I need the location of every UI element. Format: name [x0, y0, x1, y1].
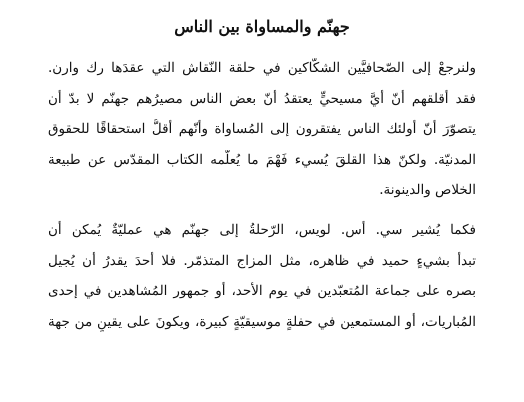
paragraph-1-line-3: يتصوّرَ أنّ أولئك الناس يفتقرون إلى المُساواة وأنّهم أقلُّ استحقاقًا للحقوق [48, 121, 476, 137]
paragraph-2-line-4: المُباريات، أو المستمعين في حفلةٍ موسيقيّةٍ كبيرة، ويكونَ على يقينٍ من جهة [48, 314, 476, 330]
page-title: جهنّم والمساواة بين الناس [174, 17, 350, 36]
paragraph-1-line-2: فقد أقلقهم أنّ أيَّ مسيحيٍّ يعتقدُ أنّ بعض الناس مصيرُهم جهنّم لا بدّ أن [48, 91, 476, 107]
paragraph-2-line-1: فكما يُشير سي. أس. لويس، الرّحلةُ إلى جهنّم هي عمليّةٌ يُمكن أن [48, 222, 476, 238]
paragraph-1-line-4: المدنيّة. ولكنّ هذا القلقَ يُسيء فَهْمَ ما يُعلّمه الكتاب المقدّس عن طبيعة [48, 152, 476, 168]
paragraph-2-line-2: تبدأ بشيءٍ حميد في ظاهره، مثل المزاج المتذمّر. فلا أحدَ يقدرُ أن يُجيل [48, 253, 476, 269]
paragraph-2-line-3: بصره على جماعة المُتعبّدين في يوم الأحد، أو جمهور المُشاهدين في إحدى [48, 283, 476, 299]
paragraph-1-line-1: ولنرجعْ إلى الصّحافيَّين الشكّاكين في حلقة النّقاش التي عقدَها رك وارن. [48, 60, 476, 76]
paragraph-1-line-5: الخلاص والدينونة. [379, 182, 476, 198]
